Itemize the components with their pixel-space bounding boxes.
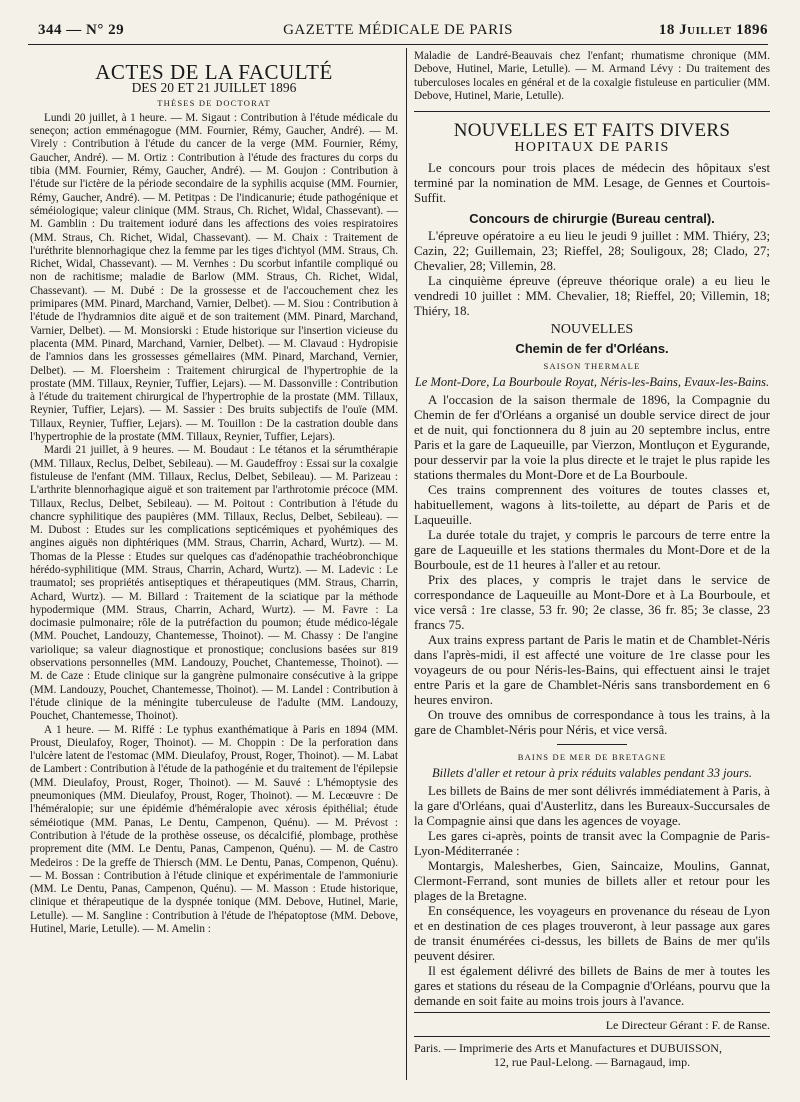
bains-heading: BAINS DE MER DE BRETAGNE (517, 751, 667, 762)
imprint-line: Paris. — Imprimerie des Arts et Manufactures et DUBUISSON, (414, 1040, 722, 1055)
actes-paragraph: A 1 heure. — M. Riffé : Le typhus exanthématique à Paris en 1894 (MM. Proust, Dieulafoy, Roger, Thoinot). — M. Choppin : De la perforation dans l'ulcère latent de l'estomac (MM. Dieulafoy, Proust, Roger, Thoinot). — M. Labat de Lambert : Contribution à l'étude de la pathogénie et du traitement de l'épilepsie (MM. Dieulafoy, Proust, Roger, Thoinot). — M. Sauvé : L'hémoptysie des pneumoniques (MM. Dieulafoy, Proust, Roger, Thoinot). — M. Lecœuvre : De l'héméralopie; sur une épidémie d'héméralopie avec xérosis épithélial; étude séméiotique (MM. Panas, Le Dentu, Campenon, Quénu). — M. Prévost : Contribution à l'étude de la prothèse osseuse, os décalcifié, plombage, prothèse proprement dite (MM. Le Dentu, Panas, Campenon, Quénu). — M. de Castro Medeiros : De la greffe de Thiersch (MM. Le Dentu, Panas, Compenon, Quénu). — M. Bossan : Contribution à l'étude clinique et expérimentale de l'ammoniurie (MM. Le Dentu, Panas, Campenon, Quénu). — M. Masson : Etude historique, clinique et thérapeutique de la dyspnée tonique (MM. Debove, Hutinel, Marie, Letulle). — M. Sangline : Contribution à l'étude de l'hépatoptose (MM. Debove, Hutinel, Marie, Letulle). — M. Amelin : (30, 723, 398, 935)
bains-paragraph: Il est également délivré des billets de Bains de mer à toutes les gares et stations du réseau de la Compagnie d'Orléans, pourvu que la demande en soit faite au moins trois jours à l'avance. (414, 964, 770, 1009)
bains-paragraph: Les billets de Bains de mer sont délivrés immédiatement à Paris, à la gare d'Orléans, quai d'Austerlitz, dans les Bureaux-Succursales de la Compagnie ainsi que dans les agences de voyage. (414, 784, 770, 829)
actes-paragraph: Mardi 21 juillet, à 9 heures. — M. Boudaut : Le tétanos et la sérumthérapie (MM. Tillaux, Reclus, Delbet, Sebileau). — M. Gaudeffroy : Essai sur la coxalgie fistuleuse de l'enfant (MM. Tillaux, Reclus, Delbet, Sebileau). — M. Parizeau : L'arthrite blennorhagique aiguë et son traitement par l'arthrotomie précoce (MM. Tillaux, Reclus, Delbet, Sebileau). — M. Poitout : Contribution à l'étude du chancre syphilitique des paupières (MM. Tillaux, Reclus, Delbet, Sebileau). — M. Dubost : Etudes sur les complications septicémiques et pyohémiques des angines aiguës non diphtériques (MM. Straus, Charrin, Achard, Wurtz). — M. Thomas de la Plesse : Etudes sur quelques cas d'adénopathie trachéobronchique hérédo-syphilitique (MM. Straus, Charrin, Achard, Wurtz). — M. Ladevic : Le traumatol; ses propriétés antiseptiques et thérapeutiques (MM. Straus, Charrin, Achard, Wurtz). — M. Billard : Traitement de la sciatique par la méthode hypodermique (MM. Straus, Charrin, Achard, Wurtz). — M. Favre : La docimasie pulmonaire; rôle de la putréfaction du poumon; étude médico-légale (MM. Pouchet, Landouzy, Chantemesse, Thoinot). — M. Chassy : De l'angine variolique; sa valeur diagnostique et pronostique; conclusions basées sur 819 observations personnelles (MM. Landouzy, Pouchet, Chantemesse, Thoinot). — M. de Caze : Etude clinique sur la gangrène pulmonaire consécutive à la grippe (MM. Landouzy, Pouchet, Chantemesse, Thoinot). — M. Landel : Contribution à l'étude clinique de la méningite tuberculeuse de l'adulte (MM. Landouzy, Pouchet, Chantemesse, Thoinot). (30, 444, 398, 723)
hopitaux-text: Le concours pour trois places de médecin des hôpitaux s'est terminé par la nomination de MM. Lesage, de Gennes et Courtois-Suffit. (414, 160, 770, 205)
column-divider (406, 48, 407, 1080)
saison-paragraph: La durée totale du trajet, y compris le parcours de terre entre la gare de Laqueuille et les stations thermales du Mont-Dore et de la Bourboule, est de 11 heures à l'aller et au retour. (414, 527, 770, 572)
issue-date: 18 Juillet 1896 (658, 22, 768, 38)
saison-paragraph: Ces trains comprennent des voitures de toutes classes et, habituellement, wagons à lits-toilette, au départ de Paris et de Laqueuille. (414, 482, 770, 527)
short-rule (557, 744, 627, 745)
bains-subtitle: Billets d'aller et retour à prix réduits valables pendant 33 jours. (432, 766, 752, 781)
concours-heading: Concours de chirurgie (Bureau central). (469, 210, 715, 226)
page-header (28, 18, 768, 44)
chemin-heading: Chemin de fer d'Orléans. (515, 341, 669, 357)
section-rule (414, 111, 770, 112)
nouvelles-faits-divers-title: NOUVELLES ET FAITS DIVERS (453, 120, 731, 142)
journal-title: GAZETTE MÉDICALE DE PARIS (283, 22, 513, 38)
signature-rule (414, 1012, 770, 1013)
saison-subtitle: Le Mont-Dore, La Bourboule Royat, Néris-les-Bains, Evaux-les-Bains. (414, 374, 770, 389)
nouvelles-heading: NOUVELLES (550, 322, 634, 338)
bains-paragraph: Montargis, Malesherbes, Gien, Saincaize, Moulins, Gannat, Clermont-Ferrand, sont munies de billets aller et retour pour les plages de la Bretagne. (414, 859, 770, 904)
bains-paragraph: Les gares ci-après, points de transit avec la Compagnie de Paris-Lyon-Méditerranée : (414, 829, 770, 859)
saison-heading: SAISON THERMALE (543, 360, 641, 371)
concours-paragraph: L'épreuve opératoire a eu lieu le jeudi 9 juillet : MM. Thiéry, 23; Cazin, 22; Guillemain, 23; Rieffel, 28; Souligoux, 28; Clado, 27; Chevalier, 28; Villemin, 28. (414, 229, 770, 274)
saison-paragraph: On trouve des omnibus de correspondance à tous les trains, à la gare de Chamblet-Néris pour Néris, et vice versâ. (414, 707, 770, 737)
actes-title: ACTES DE LA FACULTÉ (95, 60, 333, 84)
actes-paragraph: Lundi 20 juillet, à 1 heure. — M. Sigaut : Contribution à l'étude médicale du seneçon; action emménagogue (MM. Fournier, Rémy, Gaucher, André). — M. Virely : Contribution à l'étude du cancer de la verge (MM. Fournier, Rémy, Gaucher, André). — M. Ortiz : Contribution à l'étude des fractures du corps du tibia (MM. Fournier, Rémy, Gaucher, André). — M. Goujon : Contribution à l'étude sur l'ictère de la période secondaire de la syphilis acquise (MM. Fournier, Rémy, Gaucher, André). — M. Petitpas : De l'indicanurie; étude pathogénique et séméiologique; valeur clinique (MM. Straus, Ch. Richet, Widal, Chassevant). — M. Gamblin : Du traitement ioduré dans les affections des voies respiratoires (MM. Straus, Ch. Richet, Widal, Chassevant). — M. Chaix : Traitement de l'uréthrite blennorhagique chez la femme par les tiges d'ichtyol (MM. Straus, Ch. Richet, Widal, Chassevant). — M. Vernhes : Du scorbut infantile compliqué ou non de rachitisme; maladie de Barlow (MM. Straus, Ch. Richet, Widal, Chassevant). — M. Dubé : De la grossesse et de l'accouchement chez les primipares (MM. Pinard, Marchand, Varnier, Delbet). — M. Siou : Contribution à l'étude de l'hydramnios dite aiguë et de son traitement (MM. Pinard, Marchand, Varnier, Delbet). — M. Monsiorski : Etude historique sur l'insertion vicieuse du placenta (MM. Pinard, Marchand, Varnier, Delbet). — M. Clavaud : Hydropisie de l'amnios dans les grossesses gémellaires (MM. Pinard, Marchand, Vernier, Delbet). — M. Floersheim : Traitement chirurgical de l'hypertrophie de la prostate (MM. Tillaux, Reynier, Tuffier, Lejars). — M. Dassonville : Contribution à l'étude du traitement chirurgical de l'hypertrophie de la prostate (MM. Tillaux, Reynier, Tuffier, Lejars). — M. Sassier : Des bruits subjectifs de l'ouïe (MM. Tillaux, Reynier, Tuffier, Lejars). — M. Touillon : De la castration double dans l'hypertrophie de la prostate (MM. Tillaux, Reynier, Tuffier, Lejars). (30, 111, 398, 444)
actes-continuation: Maladie de Landré-Beauvais chez l'enfant; rhumatisme chronique (MM. Debove, Hutinel, Marie, Letulle). — M. Armand Lévy : Du traitement des tuberculoses locales en général et de la coxalgie fistuleuse en particulier (MM. Debove, Hutinel, Marie, Letulle). (414, 50, 770, 102)
left-column (30, 50, 398, 936)
hopitaux-heading: HOPITAUX DE PARIS (514, 140, 670, 156)
imprint-rule (414, 1036, 770, 1037)
saison-paragraph: Aux trains express partant de Paris le matin et de Chamblet-Néris dans l'après-midi, il est affecté une voiture de 1re classe pour les voyageurs de ou pour Néris-les-Bains, qui effectuent ainsi le trajet entre Paris et la gare de Chamblet-Néris sans transbordement en 6 heures environ. (414, 632, 770, 707)
bains-paragraph: En conséquence, les voyageurs en provenance du réseau de Lyon et en destination de ces plages trouveront, à leur passage aux gares de transit énumérées ci-dessus, les billets de Bains de mer qu'ils peuvent désirer. (414, 904, 770, 964)
theses-heading: THÈSES DE DOCTORAT (157, 97, 271, 108)
saison-paragraph: Prix des places, y compris le trajet dans le service de correspondance de Laqueuille au Mont-Dore et à La Bourboule, et vice versâ : 1re classe, 53 fr. 90; 2e classe, 36 fr. 85; 3e classe, 23 francs 75. (414, 572, 770, 632)
page-number: 344 — N° 29 (38, 22, 125, 38)
header-rule (28, 44, 768, 45)
right-column (414, 50, 770, 1069)
actes-subtitle: DES 20 ET 21 JUILLET 1896 (131, 80, 297, 96)
imprint-line: 12, rue Paul-Lelong. — Barnagaud, imp. (493, 1054, 691, 1069)
saison-paragraph: A l'occasion de la saison thermale de 1896, la Compagnie du Chemin de fer d'Orléans a organisé un double service direct de jour et de nuit, qui fonctionnera du 8 juin au 20 septembre inclus, entre Paris et la gare de Laqueuille, par Vierzon, Montluçon et Eygurande, pour desservir par la voie la plus directe et le trajet le plus rapide les stations thermales du Mont-Dore et de La Bourboule. (414, 392, 770, 482)
director-signature: Le Directeur Gérant : F. de Ranse. (605, 1018, 770, 1033)
concours-paragraph: La cinquième épreuve (épreuve théorique orale) a eu lieu le vendredi 10 juillet : MM. Chevalier, 18; Rieffel, 20; Villemin, 18; Thiéry, 18. (414, 274, 770, 319)
